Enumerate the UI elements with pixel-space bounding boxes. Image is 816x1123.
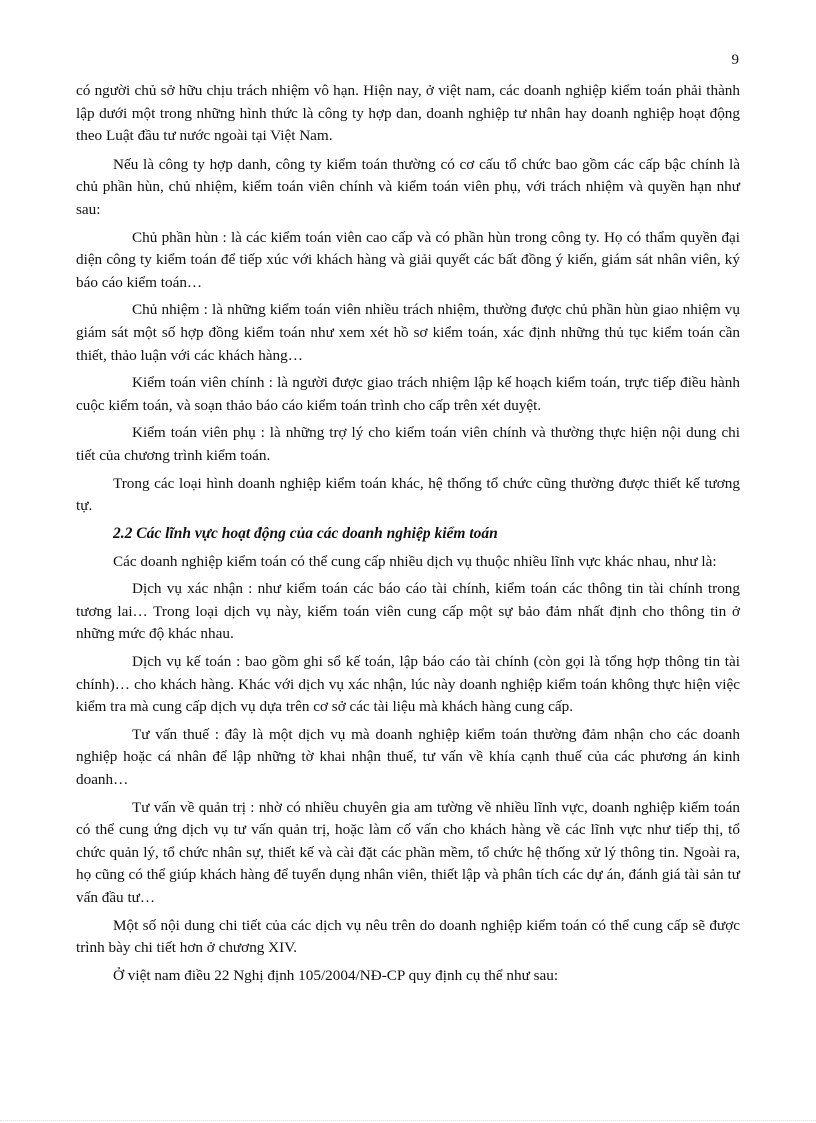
paragraph-management-advisory: Tư vấn về quản trị : nhờ có nhiều chuyên gia am tường về nhiều lĩnh vực, doanh nghiệp kiểm toán có thể cung ứng dịch vụ tư vấn quản trị, hoặc làm cố vấn cho khách hàng về các lĩnh vực như tiếp thị, tổ chức quản lý, tổ chức nhân sự, thiết kế và cài đặt các phần mềm, tổ chức hệ thống xử lý thông tin. Ngoài ra, họ cũng có thể giúp khách hàng để tuyển dụng nhân viên, thiết lập và phân tích các dự án, đánh giá tài sản tư vấn đầu tư…	[76, 798, 740, 906]
paragraph-decree-reference: Ở việt nam điều 22 Nghị định 105/2004/NĐ-CP quy định cụ thể như sau:	[113, 966, 559, 984]
paragraph-junior-auditor: Kiểm toán viên phụ : là những trợ lý cho kiểm toán viên chính và thường thực hiện nội dung chi tiết của chương trình kiểm toán.	[76, 424, 740, 464]
section-heading: 2.2 Các lĩnh vực hoạt động của các doanh nghiệp kiểm toán	[113, 524, 498, 542]
paragraph-services-intro: Các doanh nghiệp kiểm toán có thể cung cấp nhiều dịch vụ thuộc nhiều lĩnh vực khác nhau, như là:	[113, 552, 717, 570]
paragraph-partner: Chủ phần hùn : là các kiểm toán viên cao cấp và có phần hùn trong công ty. Họ có thẩm quyền đại diện công ty kiểm toán để tiếp xúc với khách hàng và giải quyết các bất đồng ý kiến, giám sát nhân viên, ký báo cáo kiểm toán…	[76, 228, 740, 291]
paragraph-tax-advisory: Tư vấn thuế : đây là một dịch vụ mà doanh nghiệp kiểm toán thường đảm nhận cho các doanh nghiệp hoặc cá nhân để lập những tờ khai nhận thuế, tư vấn về khía cạnh thuế của các phương án kinh doanh…	[76, 725, 740, 789]
document-body	[76, 80, 740, 992]
page-bottom-border	[0, 1120, 816, 1121]
paragraph-senior-auditor: Kiểm toán viên chính : là người được giao trách nhiệm lập kế hoạch kiểm toán, trực tiếp điều hành cuộc kiểm toán, và soạn thảo báo cáo kiểm toán trình cho cấp trên xét duyệt.	[76, 374, 740, 414]
paragraph-other-types: Trong các loại hình doanh nghiệp kiểm toán khác, hệ thống tổ chức cũng thường được thiết kế tương tự.	[76, 474, 740, 515]
paragraph-details-note: Một số nội dung chi tiết của các dịch vụ nêu trên do doanh nghiệp kiểm toán có thể cung cấp sẽ được trình bày chi tiết hơn ở chương XIV.	[76, 916, 740, 957]
paragraph-manager: Chủ nhiệm : là những kiểm toán viên nhiều trách nhiệm, thường được chủ phần hùn giao nhiệm vụ giám sát một số hợp đồng kiểm toán như xem xét hồ sơ kiểm toán, xác định những thủ tục kiểm toán cần thiết, thảo luận với các khách hàng…	[76, 301, 740, 364]
page-number: 9	[731, 52, 739, 68]
paragraph-accounting-service: Dịch vụ kế toán : bao gồm ghi sổ kế toán, lập báo cáo tài chính (còn gọi là tổng hợp thông tin tài chính)… cho khách hàng. Khác với dịch vụ xác nhận, lúc này doanh nghiệp kiểm toán không thực hiện việc kiểm tra mà cung cấp dịch vụ dựa trên cơ sở các tài liệu mà khách hàng cung cấp.	[76, 653, 740, 716]
paragraph-assurance-service: Dịch vụ xác nhận : như kiểm toán các báo cáo tài chính, kiểm toán các thông tin tài chính trong tương lai… Trong loại dịch vụ này, kiểm toán viên cung cấp một sự bảo đảm nhất định cho thông tin ở những mức độ khác nhau.	[76, 580, 740, 643]
paragraph-continuation: có người chủ sở hữu chịu trách nhiệm vô hạn. Hiện nay, ở việt nam, các doanh nghiệp kiểm toán phải thành lập dưới một trong những hình thức là công ty hợp dan, doanh nghiệp tư nhân hay doanh nghiệp hoạt động theo Luật đầu tư nước ngoài tại Việt Nam.	[76, 82, 740, 145]
paragraph-partnership-structure: Nếu là công ty hợp danh, công ty kiểm toán thường có cơ cấu tổ chức bao gồm các cấp bậc chính là chủ phần hùn, chủ nhiệm, kiểm toán viên chính và kiểm toán viên phụ, với trách nhiệm và quyền hạn như sau:	[76, 155, 740, 218]
